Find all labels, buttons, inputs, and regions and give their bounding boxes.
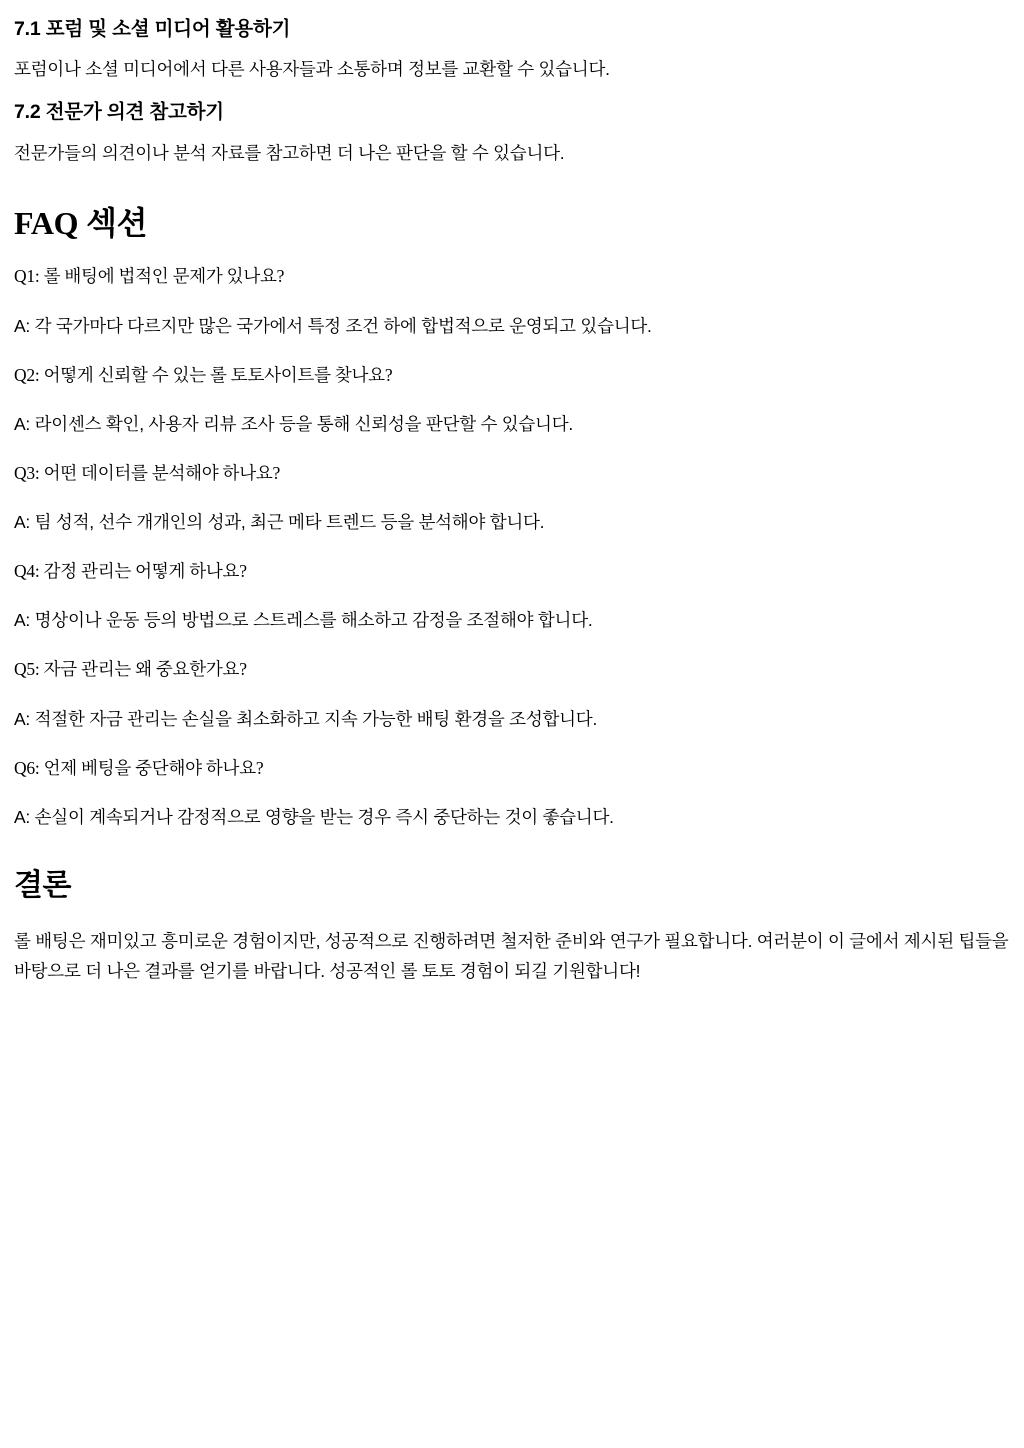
faq-answer-6: A: 손실이 계속되거나 감정적으로 영향을 받는 경우 즉시 중단하는 것이 좋습니다. [14, 806, 614, 827]
faq-question-1: Q1: 롤 배팅에 법적인 문제가 있나요? [14, 266, 285, 287]
faq-question-3: Q3: 어떤 데이터를 분석해야 하나요? [14, 462, 281, 483]
faq-question-4: Q4: 감정 관리는 어떻게 하나요? [14, 561, 247, 582]
faq-answer-3: A: 팀 성적, 선수 개개인의 성과, 최근 메타 트렌드 등을 분석해야 합니다. [14, 512, 545, 533]
faq-answer-4: A: 명상이나 운동 등의 방법으로 스트레스를 해소하고 감정을 조절해야 합니다. [14, 610, 593, 631]
conclusion-title: 결론 [14, 868, 71, 902]
faq-answer-5: A: 적절한 자금 관리는 손실을 최소화하고 지속 가능한 배팅 환경을 조성합니다. [14, 708, 598, 729]
section-body-7-2: 전문가들의 의견이나 분석 자료를 참고하면 더 나은 판단을 할 수 있습니다. [14, 142, 565, 163]
section-heading-7-1: 7.1 포럼 및 소셜 미디어 활용하기 [14, 18, 291, 40]
faq-answer-1: A: 각 국가마다 다르지만 많은 국가에서 특정 조건 하에 합법적으로 운영되고 있습니다. [14, 315, 652, 336]
faq-question-5: Q5: 자금 관리는 왜 중요한가요? [14, 659, 247, 680]
section-heading-7-2: 7.2 전문가 의견 참고하기 [14, 101, 224, 124]
section-body-7-1: 포럼이나 소셜 미디어에서 다른 사용자들과 소통하며 정보를 교환할 수 있습니다. [14, 59, 610, 80]
faq-question-2: Q2: 어떻게 신뢰할 수 있는 롤 토토사이트를 찾나요? [14, 364, 393, 385]
faq-answer-2: A: 라이센스 확인, 사용자 리뷰 조사 등을 통해 신뢰성을 판단할 수 있습니다. [14, 413, 573, 434]
faq-title: FAQ 섹션 [14, 204, 148, 241]
faq-question-6: Q6: 언제 베팅을 중단해야 하나요? [14, 757, 264, 778]
conclusion-body: 롤 배팅은 재미있고 흥미로운 경험이지만, 성공적으로 진행하려면 철저한 준비와 연구가 필요합니다. 여러분이 이 글에서 제시된 팁들을 바탕으로 더 나은 결과를 얻기를 바랍니다. 성공적인 롤 토토 경험이 되길 기원합니다! [14, 930, 1009, 981]
